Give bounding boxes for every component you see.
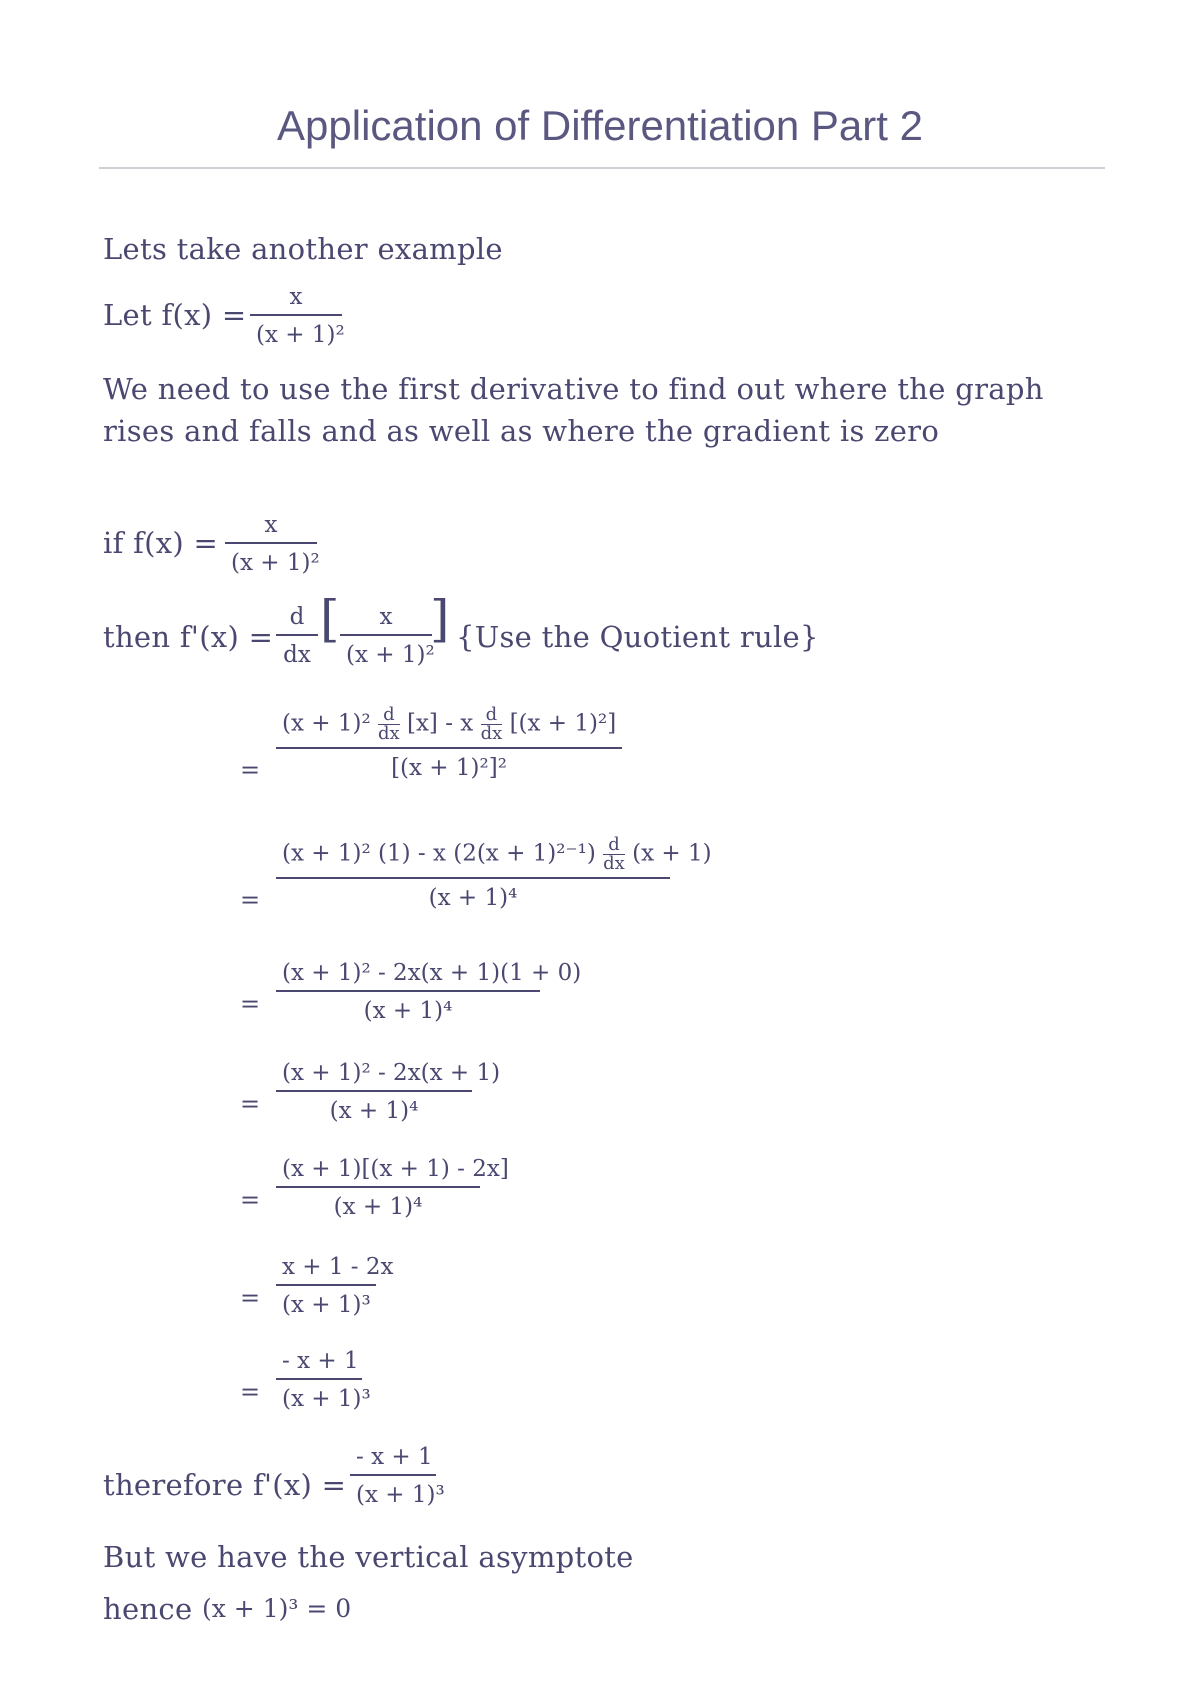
d-symbol: d	[608, 834, 620, 855]
step5-denominator: (x + 1)⁴	[333, 1194, 423, 1220]
intro-text: Lets take another example	[103, 232, 503, 266]
step2-numerator	[276, 834, 712, 877]
dx-symbol: dx	[603, 853, 625, 874]
step1-num-a: (x + 1)²	[282, 710, 378, 737]
if-fraction-denominator: (x + 1)²	[231, 550, 320, 576]
equals-sign: =	[240, 1090, 261, 1118]
step2-denominator: (x + 1)⁴	[428, 885, 518, 911]
quotient-rule-note: {Use the Quotient rule}	[456, 620, 819, 654]
step1-fraction	[276, 706, 622, 781]
right-bracket: ]	[430, 590, 450, 648]
step1-derivative-2	[481, 706, 503, 743]
step7-denominator: (x + 1)³	[282, 1386, 371, 1412]
equals-sign: =	[240, 1284, 261, 1312]
step1-numerator	[276, 706, 622, 747]
page-title: Application of Differentiation Part 2	[277, 102, 923, 149]
then-fraction-denominator: (x + 1)²	[346, 642, 435, 668]
step1-num-c: [(x + 1)²]	[509, 710, 617, 737]
step3-fraction	[276, 960, 582, 1024]
let-fraction-denominator: (x + 1)²	[256, 322, 345, 348]
step5-numerator: (x + 1)[(x + 1) - 2x]	[282, 1156, 509, 1182]
step2-num-a: (x + 1)² (1) - x (2(x + 1)²⁻¹)	[282, 840, 604, 867]
d-symbol: d	[485, 704, 498, 725]
step2-derivative	[603, 836, 625, 873]
equals-sign: =	[240, 990, 261, 1018]
step4-fraction	[276, 1060, 501, 1124]
let-fraction	[250, 284, 345, 348]
step1-num-b: [x] - x	[406, 710, 481, 737]
then-label: then f'(x) =	[103, 620, 274, 654]
then-fraction-numerator: x	[379, 604, 393, 630]
hence-label: hence	[103, 1592, 193, 1626]
if-fraction-numerator: x	[264, 512, 278, 538]
hence-expression: (x + 1)³ = 0	[202, 1594, 352, 1623]
explain-line-2: rises and falls and as well as where the gradient is zero	[103, 414, 940, 448]
dx-symbol: dx	[377, 723, 400, 744]
step7-fraction	[276, 1348, 371, 1412]
if-label: if f(x) =	[103, 526, 219, 560]
step6-numerator: x + 1 - 2x	[282, 1254, 394, 1280]
step7-numerator: - x + 1	[282, 1348, 359, 1374]
therefore-fraction	[350, 1444, 445, 1508]
left-bracket: [	[320, 590, 340, 648]
explain-line-1: We need to use the first derivative to find out where the graph	[103, 372, 1044, 406]
step5-fraction	[276, 1156, 509, 1220]
step1-derivative-1	[378, 706, 400, 743]
step3-numerator: (x + 1)² - 2x(x + 1)(1 + 0)	[282, 960, 582, 986]
asymptote-text: But we have the vertical asymptote	[103, 1540, 634, 1574]
dx-symbol: dx	[480, 723, 503, 744]
therefore-denominator: (x + 1)³	[356, 1482, 445, 1508]
step6-denominator: (x + 1)³	[282, 1292, 371, 1318]
if-fraction	[225, 512, 320, 576]
then-fraction	[340, 604, 435, 668]
let-label: Let f(x) =	[103, 298, 247, 332]
equals-sign: =	[240, 1378, 261, 1406]
dx-symbol: dx	[283, 642, 311, 668]
equals-sign: =	[240, 886, 261, 914]
title-divider	[99, 167, 1105, 169]
therefore-label: therefore f'(x) =	[103, 1468, 347, 1502]
d-symbol: d	[383, 704, 395, 725]
let-fraction-numerator: x	[289, 284, 303, 310]
step4-numerator: (x + 1)² - 2x(x + 1)	[282, 1060, 501, 1086]
equals-sign: =	[240, 1186, 261, 1214]
step2-num-b: (x + 1)	[632, 840, 712, 867]
equals-sign: =	[240, 756, 261, 784]
step1-denominator: [(x + 1)²]²	[391, 755, 507, 781]
step3-denominator: (x + 1)⁴	[363, 998, 453, 1024]
step6-fraction	[276, 1254, 394, 1318]
d-symbol: d	[289, 604, 305, 630]
step4-denominator: (x + 1)⁴	[329, 1098, 419, 1124]
therefore-numerator: - x + 1	[356, 1444, 433, 1470]
derivative-operator	[276, 604, 318, 668]
step2-fraction	[276, 834, 712, 911]
